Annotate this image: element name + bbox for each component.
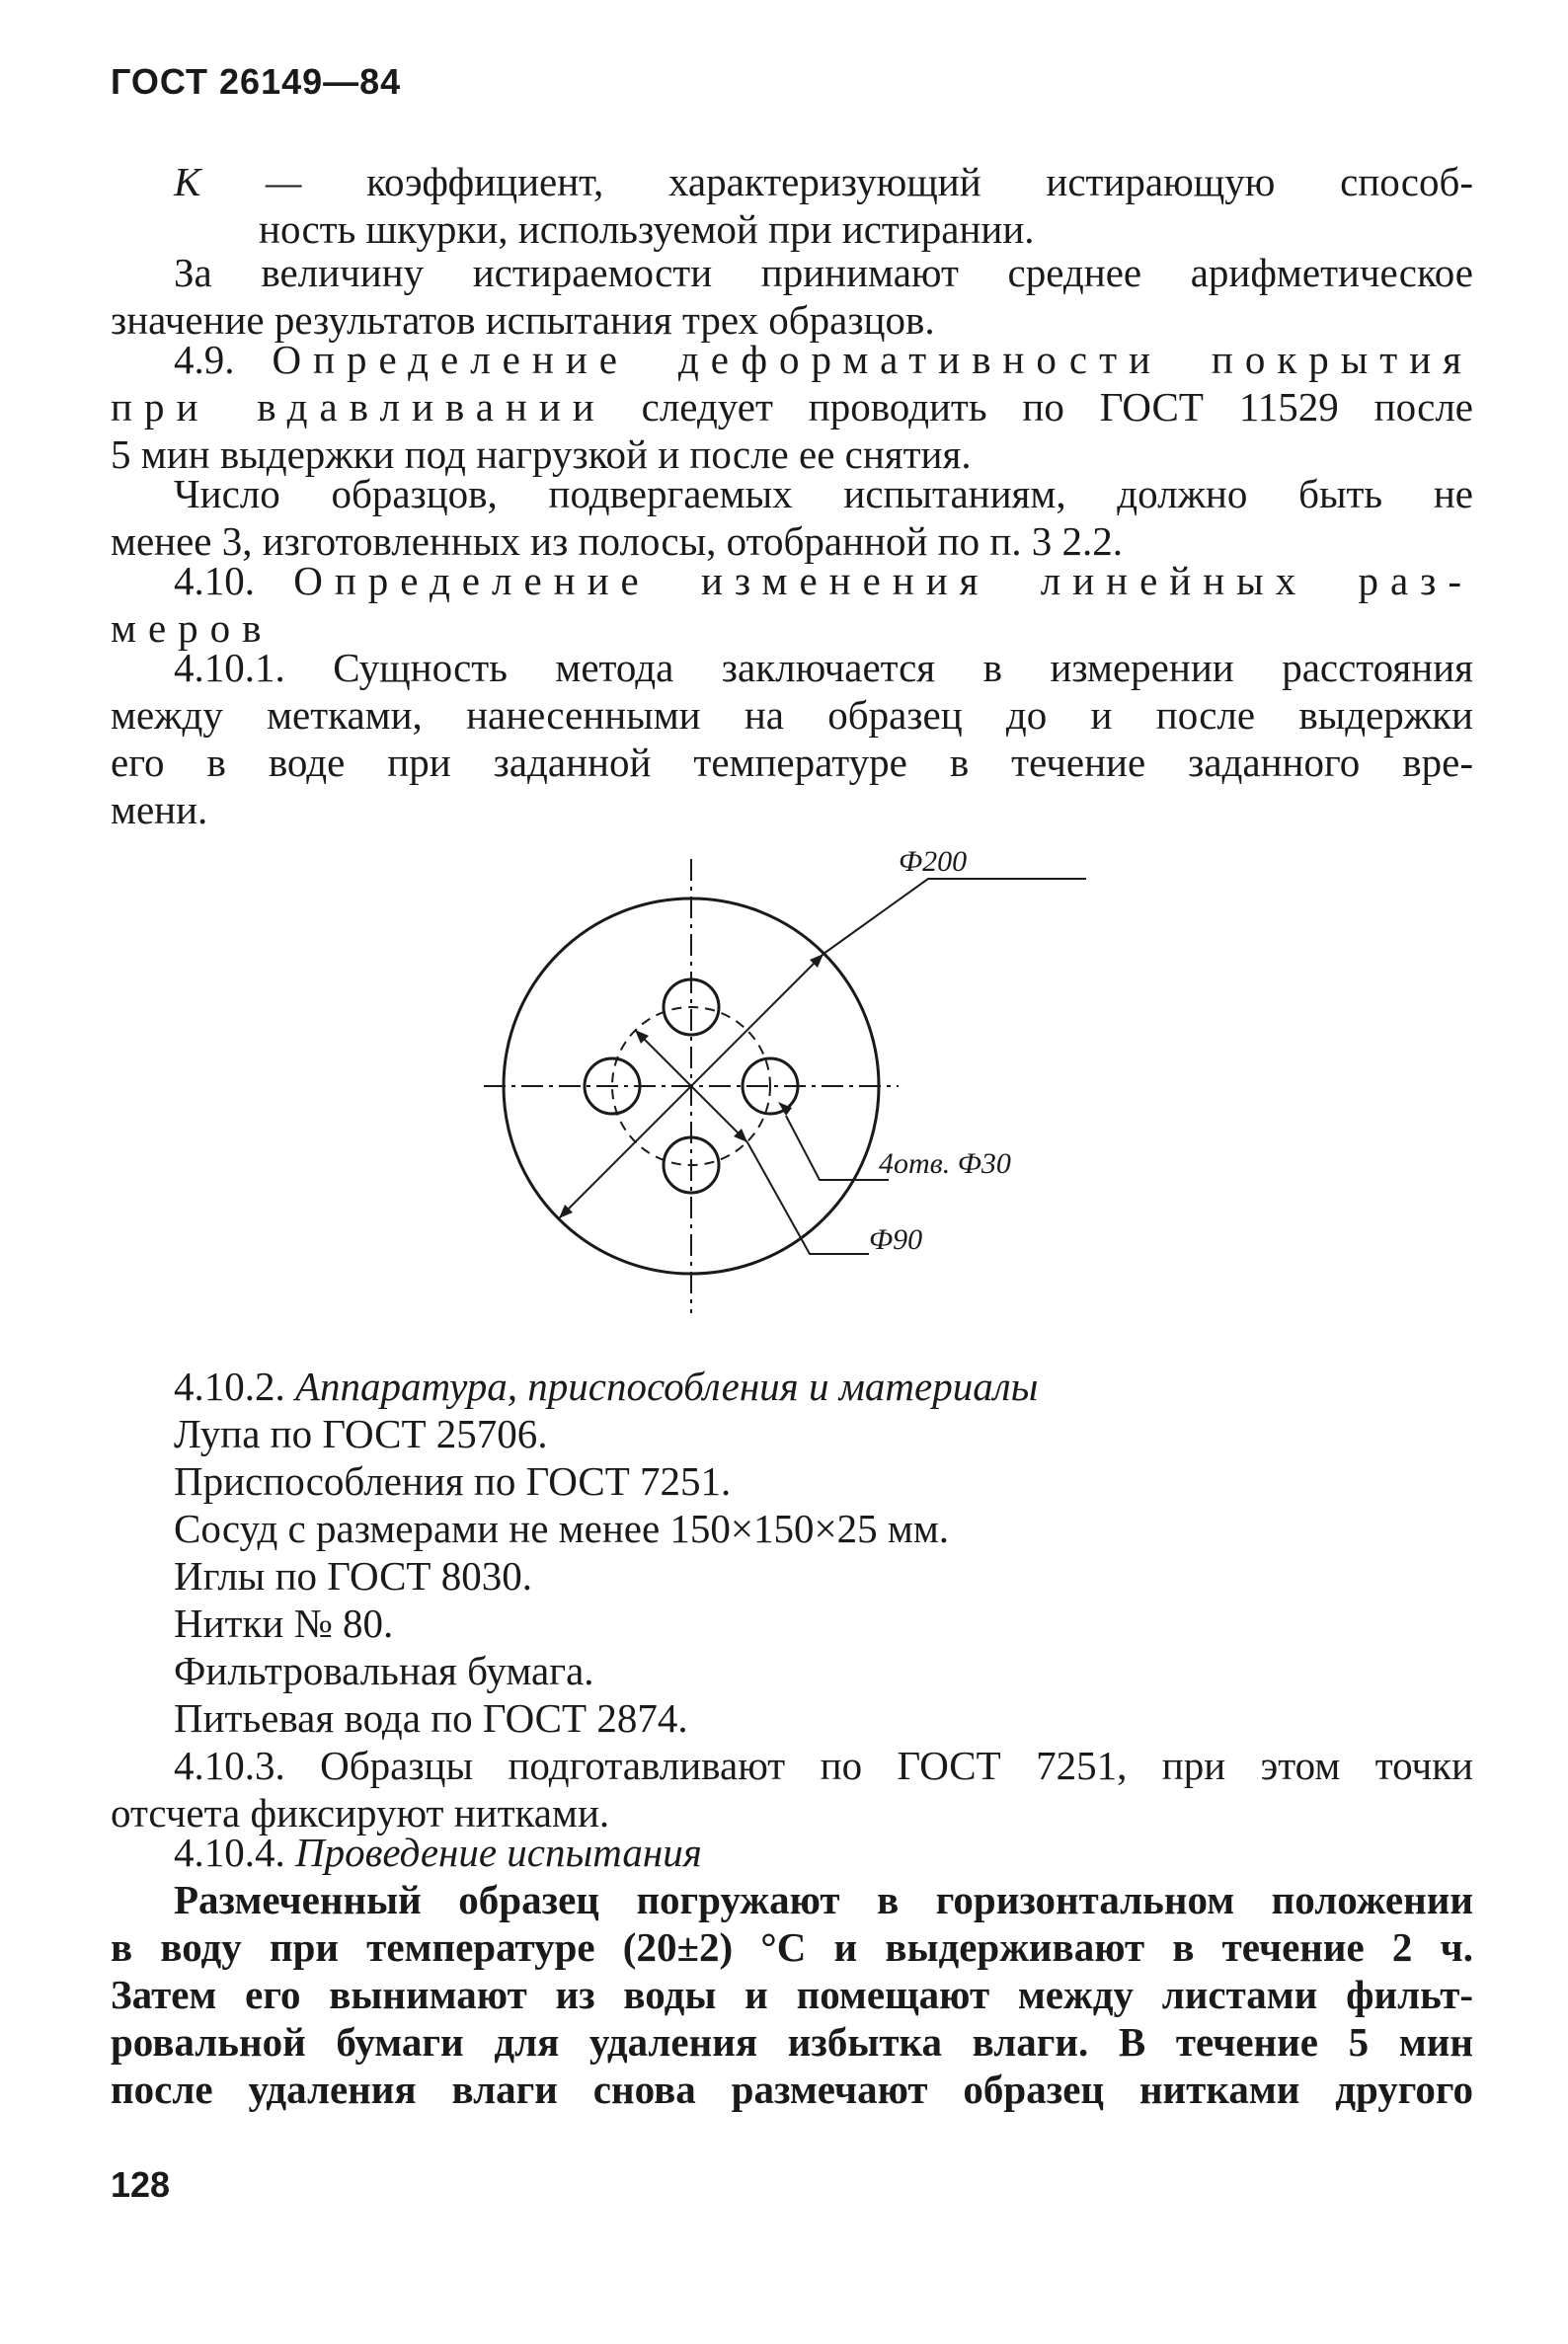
text-line: значение результатов испытания трех образцов. <box>111 297 935 343</box>
list-item: Иглы по ГОСТ 8030. <box>174 1553 532 1599</box>
text-line: в воду при температуре (20±2) °С и выдерживают в течение 2 ч. <box>111 1924 1473 1970</box>
holes-label: 4отв. Ф30 <box>879 1147 1011 1180</box>
list-item: Фильтровальная бумага. <box>174 1648 594 1693</box>
page-number: 128 <box>111 2164 171 2205</box>
text-line: 5 мин выдержки под нагрузкой и после ее снятия. <box>111 431 972 477</box>
text-line: Число образцов, подвергаемых испытаниям, должно быть не <box>174 471 1473 516</box>
inner-diameter-label: Ф90 <box>869 1223 923 1256</box>
list-item: Нитки № 80. <box>174 1601 394 1646</box>
page-header: ГОСТ 26149—84 <box>111 61 402 102</box>
text-line: Размеченный образец погружают в горизонтальном положении <box>174 1877 1473 1922</box>
text-line: 4.10.1. Сущность метода заключается в измерении расстояния <box>174 645 1473 690</box>
text-line: при вдавливании следует проводить по ГОСТ 11529 после <box>111 384 1473 430</box>
section-heading: 4.9. Определение деформативности покрытия <box>174 337 1474 382</box>
list-item: Лупа по ГОСТ 25706. <box>174 1411 548 1456</box>
text-line: 4.10.3. Образцы подготавливают по ГОСТ 7251, при этом точки <box>174 1743 1473 1788</box>
text-line: между метками, нанесенными на образец до и после выдержки <box>111 692 1473 738</box>
section-heading: 4.10.4. Проведение испытания <box>174 1830 702 1875</box>
section-heading: 4.10. Определение изменения линейных раз- <box>174 558 1474 603</box>
section-heading-cont: меров <box>111 605 274 651</box>
section-4-10-3 <box>111 1742 1473 1836</box>
paragraph-sample-count <box>111 470 1473 565</box>
paragraph-k-coefficient <box>111 158 1473 253</box>
section-4-9 <box>111 336 1473 478</box>
list-item: Питьевая вода по ГОСТ 2874. <box>174 1695 688 1741</box>
outer-diameter-label: Ф200 <box>899 849 968 878</box>
text-line: мени. <box>111 787 208 832</box>
text-line: К — коэффициент, характеризующий истирающую способ- <box>174 159 1474 204</box>
list-item: Приспособления по ГОСТ 7251. <box>174 1458 732 1504</box>
section-4-10 <box>111 557 1473 652</box>
text-line: его в воде при заданной температуре в течение заданного вре- <box>111 740 1473 785</box>
text-line: менее 3, изготовленных из полосы, отобранной по п. 3 2.2. <box>111 518 1124 564</box>
text-line: Затем его вынимают из воды и помещают между листами фильт- <box>111 1972 1473 2017</box>
section-4-10-1 <box>111 644 1473 833</box>
section-4-10-2 <box>111 1363 1473 1742</box>
outer-leader <box>823 879 1086 954</box>
text-line: ровальной бумаги для удаления избытка влаги. В течение 5 мин <box>111 2019 1473 2065</box>
text-line: отсчета фиксируют нитками. <box>111 1790 610 1836</box>
text-line: За величину истираемости принимают среднее арифметическое <box>174 250 1473 295</box>
text-line: после удаления влаги снова размечают образец нитками другого <box>111 2067 1473 2112</box>
text-line: ность шкурки, используемой при истирании. <box>259 206 1035 252</box>
section-4-10-4 <box>111 1829 1473 2113</box>
section-heading: 4.10.2. Аппаратура, приспособления и материалы <box>174 1364 1039 1409</box>
sample-drawing-figure <box>454 849 1086 1313</box>
paragraph-mean-value <box>111 249 1473 344</box>
list-item: Сосуд с размерами не менее 150×150×25 мм. <box>174 1506 950 1551</box>
